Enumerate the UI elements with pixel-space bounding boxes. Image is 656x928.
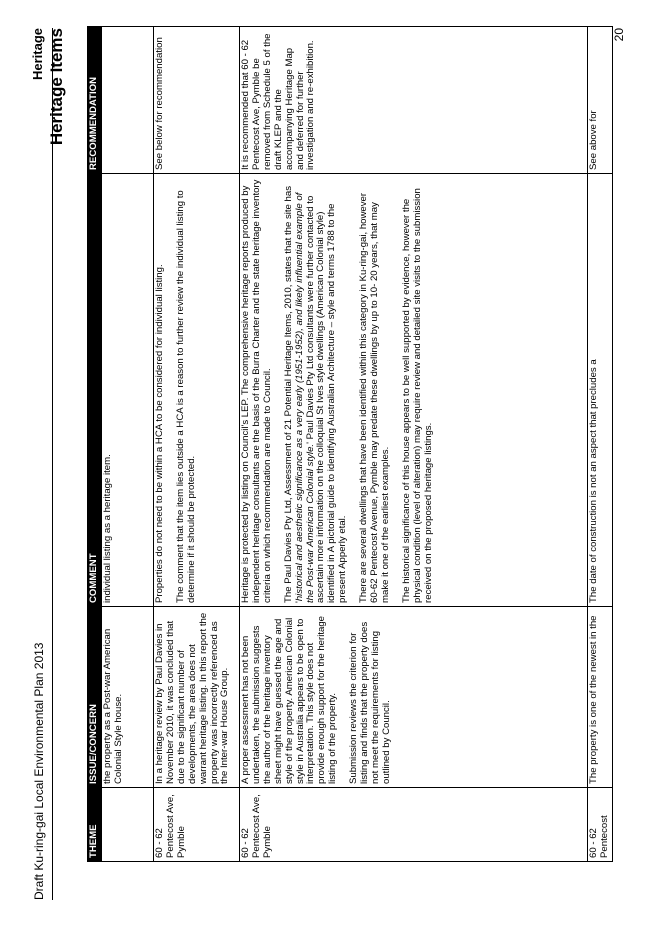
page-title: Heritage Items bbox=[47, 28, 66, 146]
issue-paragraph: Submission reviews the criterion for listing and finds that the property does not meet the requirements for listing outlined by Council. bbox=[348, 621, 392, 784]
table-row bbox=[239, 27, 587, 862]
comment-paragraph: Heritage is protected by listing on Council's LEP. The comprehensive heritage reports produced by independent heritage consultants are the basis of the Burra Charter and the state heritage inventory criteria on which recommendation are made to Council. bbox=[239, 179, 273, 603]
comment-cell bbox=[153, 174, 239, 607]
table-row bbox=[587, 27, 612, 862]
comment-paragraph: Properties do not need to be within a HCA to be considered for individual listing. bbox=[153, 264, 165, 603]
theme-cell: 60 - 62 Pentecost Ave, Pymble bbox=[153, 788, 239, 862]
table-header-row bbox=[88, 27, 102, 862]
issue-paragraph: A proper assessment has not been undertaken, the submission suggests the author of the heritage inventory sheet might have guessed the age and style of the property. American Colonial style in Australia appears to be open to interpretation. This style does not provide enough support for the heritage listing of the property. bbox=[239, 615, 339, 784]
column-header-comment: COMMENT bbox=[88, 174, 102, 607]
column-header-issue: ISSUE/CONCERN bbox=[88, 607, 102, 788]
header-divider bbox=[52, 28, 53, 900]
issue-cell: The property is one of the newest in the bbox=[587, 607, 612, 788]
table-row bbox=[153, 27, 239, 862]
theme-cell: 60 - 62 Pentecost bbox=[587, 788, 612, 862]
plan-title: Draft Ku-ring-gai Local Environmental Plan 2013 bbox=[32, 642, 46, 900]
comment-cell: The date of construction is not an aspect that precludes a bbox=[587, 174, 612, 607]
comment-paragraph: The comment that the item lies outside a HCA is a reason to further review the individual listing to determine if it should be protected. bbox=[174, 190, 197, 603]
comment-paragraph bbox=[284, 177, 350, 603]
recommendation-cell: It is recommended that 60 - 62 Pentecost Ave, Pymble be removed from Schedule 5 of the draft KLEP and the accompanying Heritage Map and deferred for further investigation and re-exhibition. bbox=[239, 27, 587, 174]
comment-cell: individual listing as a heritage item. bbox=[101, 174, 153, 607]
recommendation-cell: See below for recommendation bbox=[153, 27, 239, 174]
issue-cell bbox=[239, 607, 587, 788]
column-header-theme: THEME bbox=[88, 788, 102, 862]
theme-cell bbox=[101, 788, 153, 862]
heritage-items-table bbox=[87, 26, 613, 862]
issue-cell: the property as a Post-war American Colonial Style house. bbox=[101, 607, 153, 788]
recommendation-cell: See above for bbox=[587, 27, 612, 174]
section-label: Heritage bbox=[30, 28, 45, 81]
comment-text: The Paul Davies Pty Ltd, Assessment of 21 Potential Heritage Items, 2010, states that the site has ' bbox=[282, 185, 305, 603]
page-number: 20 bbox=[612, 28, 626, 42]
comment-text: ' Paul Davies Pty Ltd consultants were further contacted to ascertain more information on the colloquial St Ives style dwellings (American Colonial style) identified in A pictorial guide to identifying Australian Architecture – style and terms 1788 to the present Apperly etal. bbox=[304, 195, 349, 603]
comment-paragraph: There are several dwellings that have been identified within this category in Ku-ring-gai, however 60-62 Pentecost Avenue, Pymble may predate these dwellings by up to 10- 20 years, that may make it one of the earliest examples. bbox=[358, 192, 392, 603]
issue-cell: In a heritage review by Paul Davies in November 2010, it was concluded that due to the significant number of developments, the area does not warrant heritage listing. In this report the property was incorrectly referenced as the Inter-war House Group. bbox=[153, 607, 239, 788]
theme-cell: 60 - 62 Pentecost Ave, Pymble bbox=[239, 788, 587, 862]
table-row bbox=[101, 27, 153, 862]
page-header bbox=[30, 28, 67, 145]
column-header-recommendation: RECOMMENDATION bbox=[88, 27, 102, 174]
comment-cell bbox=[239, 174, 587, 607]
recommendation-cell bbox=[101, 27, 153, 174]
comment-paragraph: The historical significance of this house appears to be well supported by evidence, however the physical condition (level of alteration) may require review and detailed site visits to the submission received on the proposed heritage listings. bbox=[400, 188, 434, 603]
comment-quote: historical and aesthetic significance as a very early (1951-1952), and likely influential example of the Post-war American Colonial style. bbox=[293, 192, 316, 603]
